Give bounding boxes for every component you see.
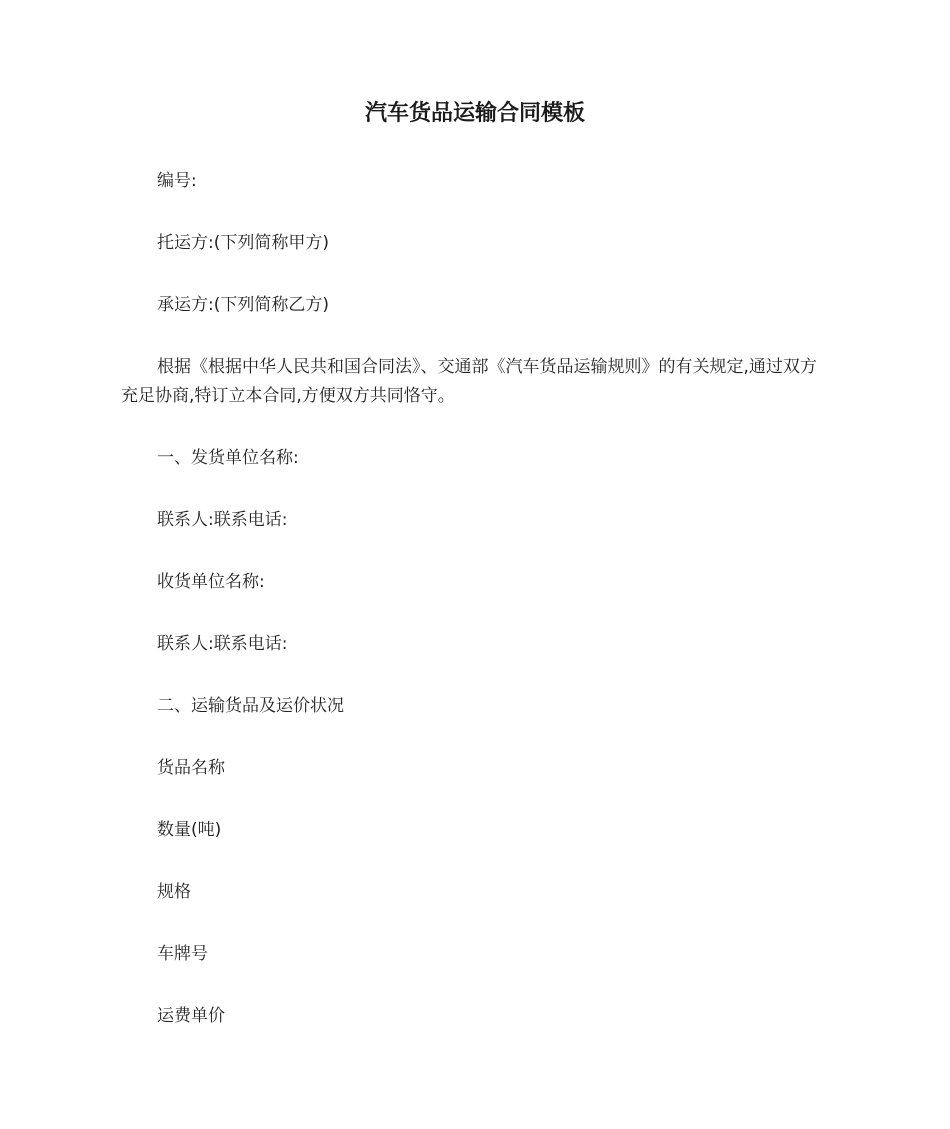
item-unit-freight: 运费单价 (157, 1006, 225, 1026)
item-specification: 规格 (157, 882, 191, 902)
carrier-field: 承运方:(下列简称乙方) (157, 295, 329, 315)
item-quantity: 数量(吨) (157, 820, 222, 840)
section2-heading: 二、运输货品及运价状况 (157, 696, 344, 716)
receiver-name-line: 收货单位名称: (157, 572, 265, 592)
section1-heading: 一、发货单位名称: (157, 448, 299, 468)
intro-paragraph: 根据《根据中华人民共和国合同法》、交通部《汽车货品运输规则》的有关规定,通过双方充足协商,特订立本合同,方便双方共同恪守。 (121, 357, 817, 406)
receiver-contact-line: 联系人:联系电话: (157, 634, 288, 654)
contract-number-field: 编号: (157, 171, 197, 191)
shipper-field: 托运方:(下列简称甲方) (157, 233, 329, 253)
document-title: 汽车货品运输合同模板 (364, 101, 585, 126)
item-goods-name: 货品名称 (157, 758, 225, 778)
sender-contact-line: 联系人:联系电话: (157, 510, 288, 530)
item-plate-number: 车牌号 (157, 944, 208, 964)
